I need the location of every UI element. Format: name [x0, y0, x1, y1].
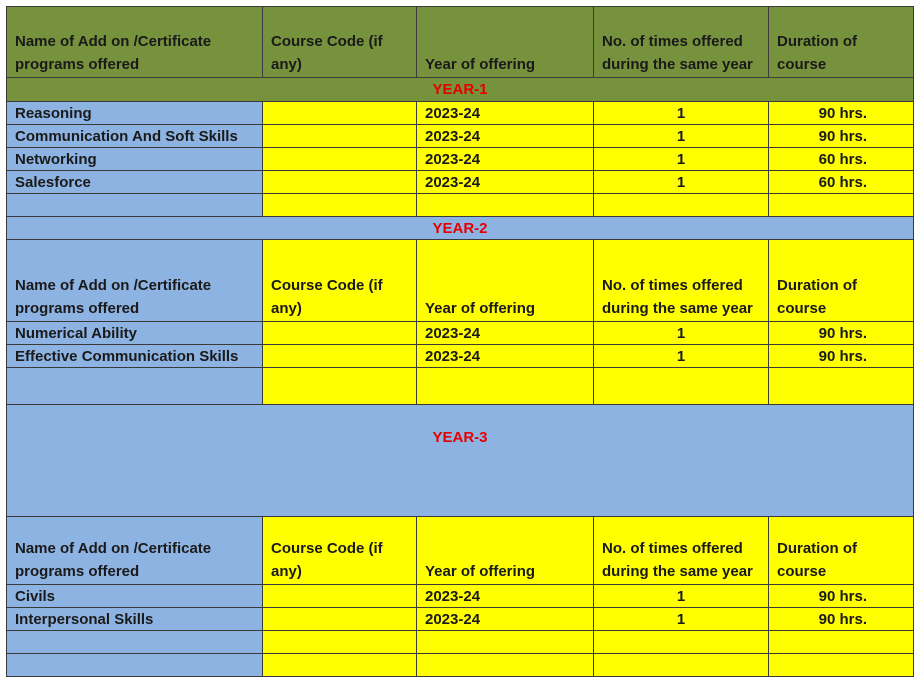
- duration: 60 hrs.: [769, 171, 914, 194]
- section-row: [7, 78, 914, 102]
- times-offered: 1: [594, 608, 769, 631]
- program-name: Effective Communication Skills: [7, 345, 263, 368]
- table-header-row: [7, 7, 914, 78]
- header-duration: Duration of course: [769, 7, 914, 78]
- program-name: Networking: [7, 148, 263, 171]
- section-label-year-1: YEAR-1: [7, 78, 914, 102]
- section-label-year-3: YEAR-3: [7, 405, 914, 517]
- header-name: Name of Add on /Certificate programs offered: [7, 7, 263, 78]
- year-of-offering: 2023-24: [417, 102, 594, 125]
- program-name: Interpersonal Skills: [7, 608, 263, 631]
- section-header-row: [7, 240, 914, 322]
- duration: 90 hrs.: [769, 322, 914, 345]
- duration: 90 hrs.: [769, 585, 914, 608]
- times-offered: 1: [594, 171, 769, 194]
- header-times: No. of times offered during the same year: [594, 517, 769, 585]
- course-code: [263, 171, 417, 194]
- year-of-offering: 2023-24: [417, 148, 594, 171]
- duration: 90 hrs.: [769, 102, 914, 125]
- header-times: No. of times offered during the same year: [594, 7, 769, 78]
- header-name: Name of Add on /Certificate programs offered: [7, 240, 263, 322]
- table-row: [7, 102, 914, 125]
- header-duration: Duration of course: [769, 240, 914, 322]
- year-of-offering: 2023-24: [417, 608, 594, 631]
- table-row: [7, 322, 914, 345]
- year-of-offering: 2023-24: [417, 171, 594, 194]
- header-code: Course Code (if any): [263, 517, 417, 585]
- table-row: [7, 148, 914, 171]
- course-code: [263, 102, 417, 125]
- times-offered: 1: [594, 322, 769, 345]
- duration: 60 hrs.: [769, 148, 914, 171]
- header-name: Name of Add on /Certificate programs offered: [7, 517, 263, 585]
- header-duration: Duration of course: [769, 517, 914, 585]
- table-row: [7, 171, 914, 194]
- duration: 90 hrs.: [769, 608, 914, 631]
- times-offered: 1: [594, 102, 769, 125]
- section-row: [7, 405, 914, 517]
- table-row: [7, 585, 914, 608]
- year-of-offering: 2023-24: [417, 585, 594, 608]
- course-code: [263, 148, 417, 171]
- times-offered: 1: [594, 148, 769, 171]
- duration: 90 hrs.: [769, 125, 914, 148]
- program-name: Reasoning: [7, 102, 263, 125]
- course-code: [263, 345, 417, 368]
- course-code: [263, 322, 417, 345]
- program-name: Civils: [7, 585, 263, 608]
- course-code: [263, 585, 417, 608]
- empty-row: [7, 654, 914, 677]
- course-code: [263, 608, 417, 631]
- table-row: [7, 345, 914, 368]
- header-code: Course Code (if any): [263, 7, 417, 78]
- certificate-programs-table: [6, 6, 914, 677]
- duration: 90 hrs.: [769, 345, 914, 368]
- section-header-row: [7, 517, 914, 585]
- year-of-offering: 2023-24: [417, 125, 594, 148]
- header-year: Year of offering: [417, 517, 594, 585]
- header-times: No. of times offered during the same year: [594, 240, 769, 322]
- header-code: Course Code (if any): [263, 240, 417, 322]
- table-row: [7, 125, 914, 148]
- empty-row: [7, 194, 914, 217]
- program-name: Communication And Soft Skills: [7, 125, 263, 148]
- header-year: Year of offering: [417, 7, 594, 78]
- empty-row: [7, 368, 914, 405]
- year-of-offering: 2023-24: [417, 345, 594, 368]
- times-offered: 1: [594, 585, 769, 608]
- program-name: Numerical Ability: [7, 322, 263, 345]
- course-code: [263, 125, 417, 148]
- times-offered: 1: [594, 125, 769, 148]
- year-of-offering: 2023-24: [417, 322, 594, 345]
- header-year: Year of offering: [417, 240, 594, 322]
- program-name: Salesforce: [7, 171, 263, 194]
- section-label-year-2: YEAR-2: [7, 217, 914, 240]
- table-row: [7, 608, 914, 631]
- empty-row: [7, 631, 914, 654]
- times-offered: 1: [594, 345, 769, 368]
- section-row: [7, 217, 914, 240]
